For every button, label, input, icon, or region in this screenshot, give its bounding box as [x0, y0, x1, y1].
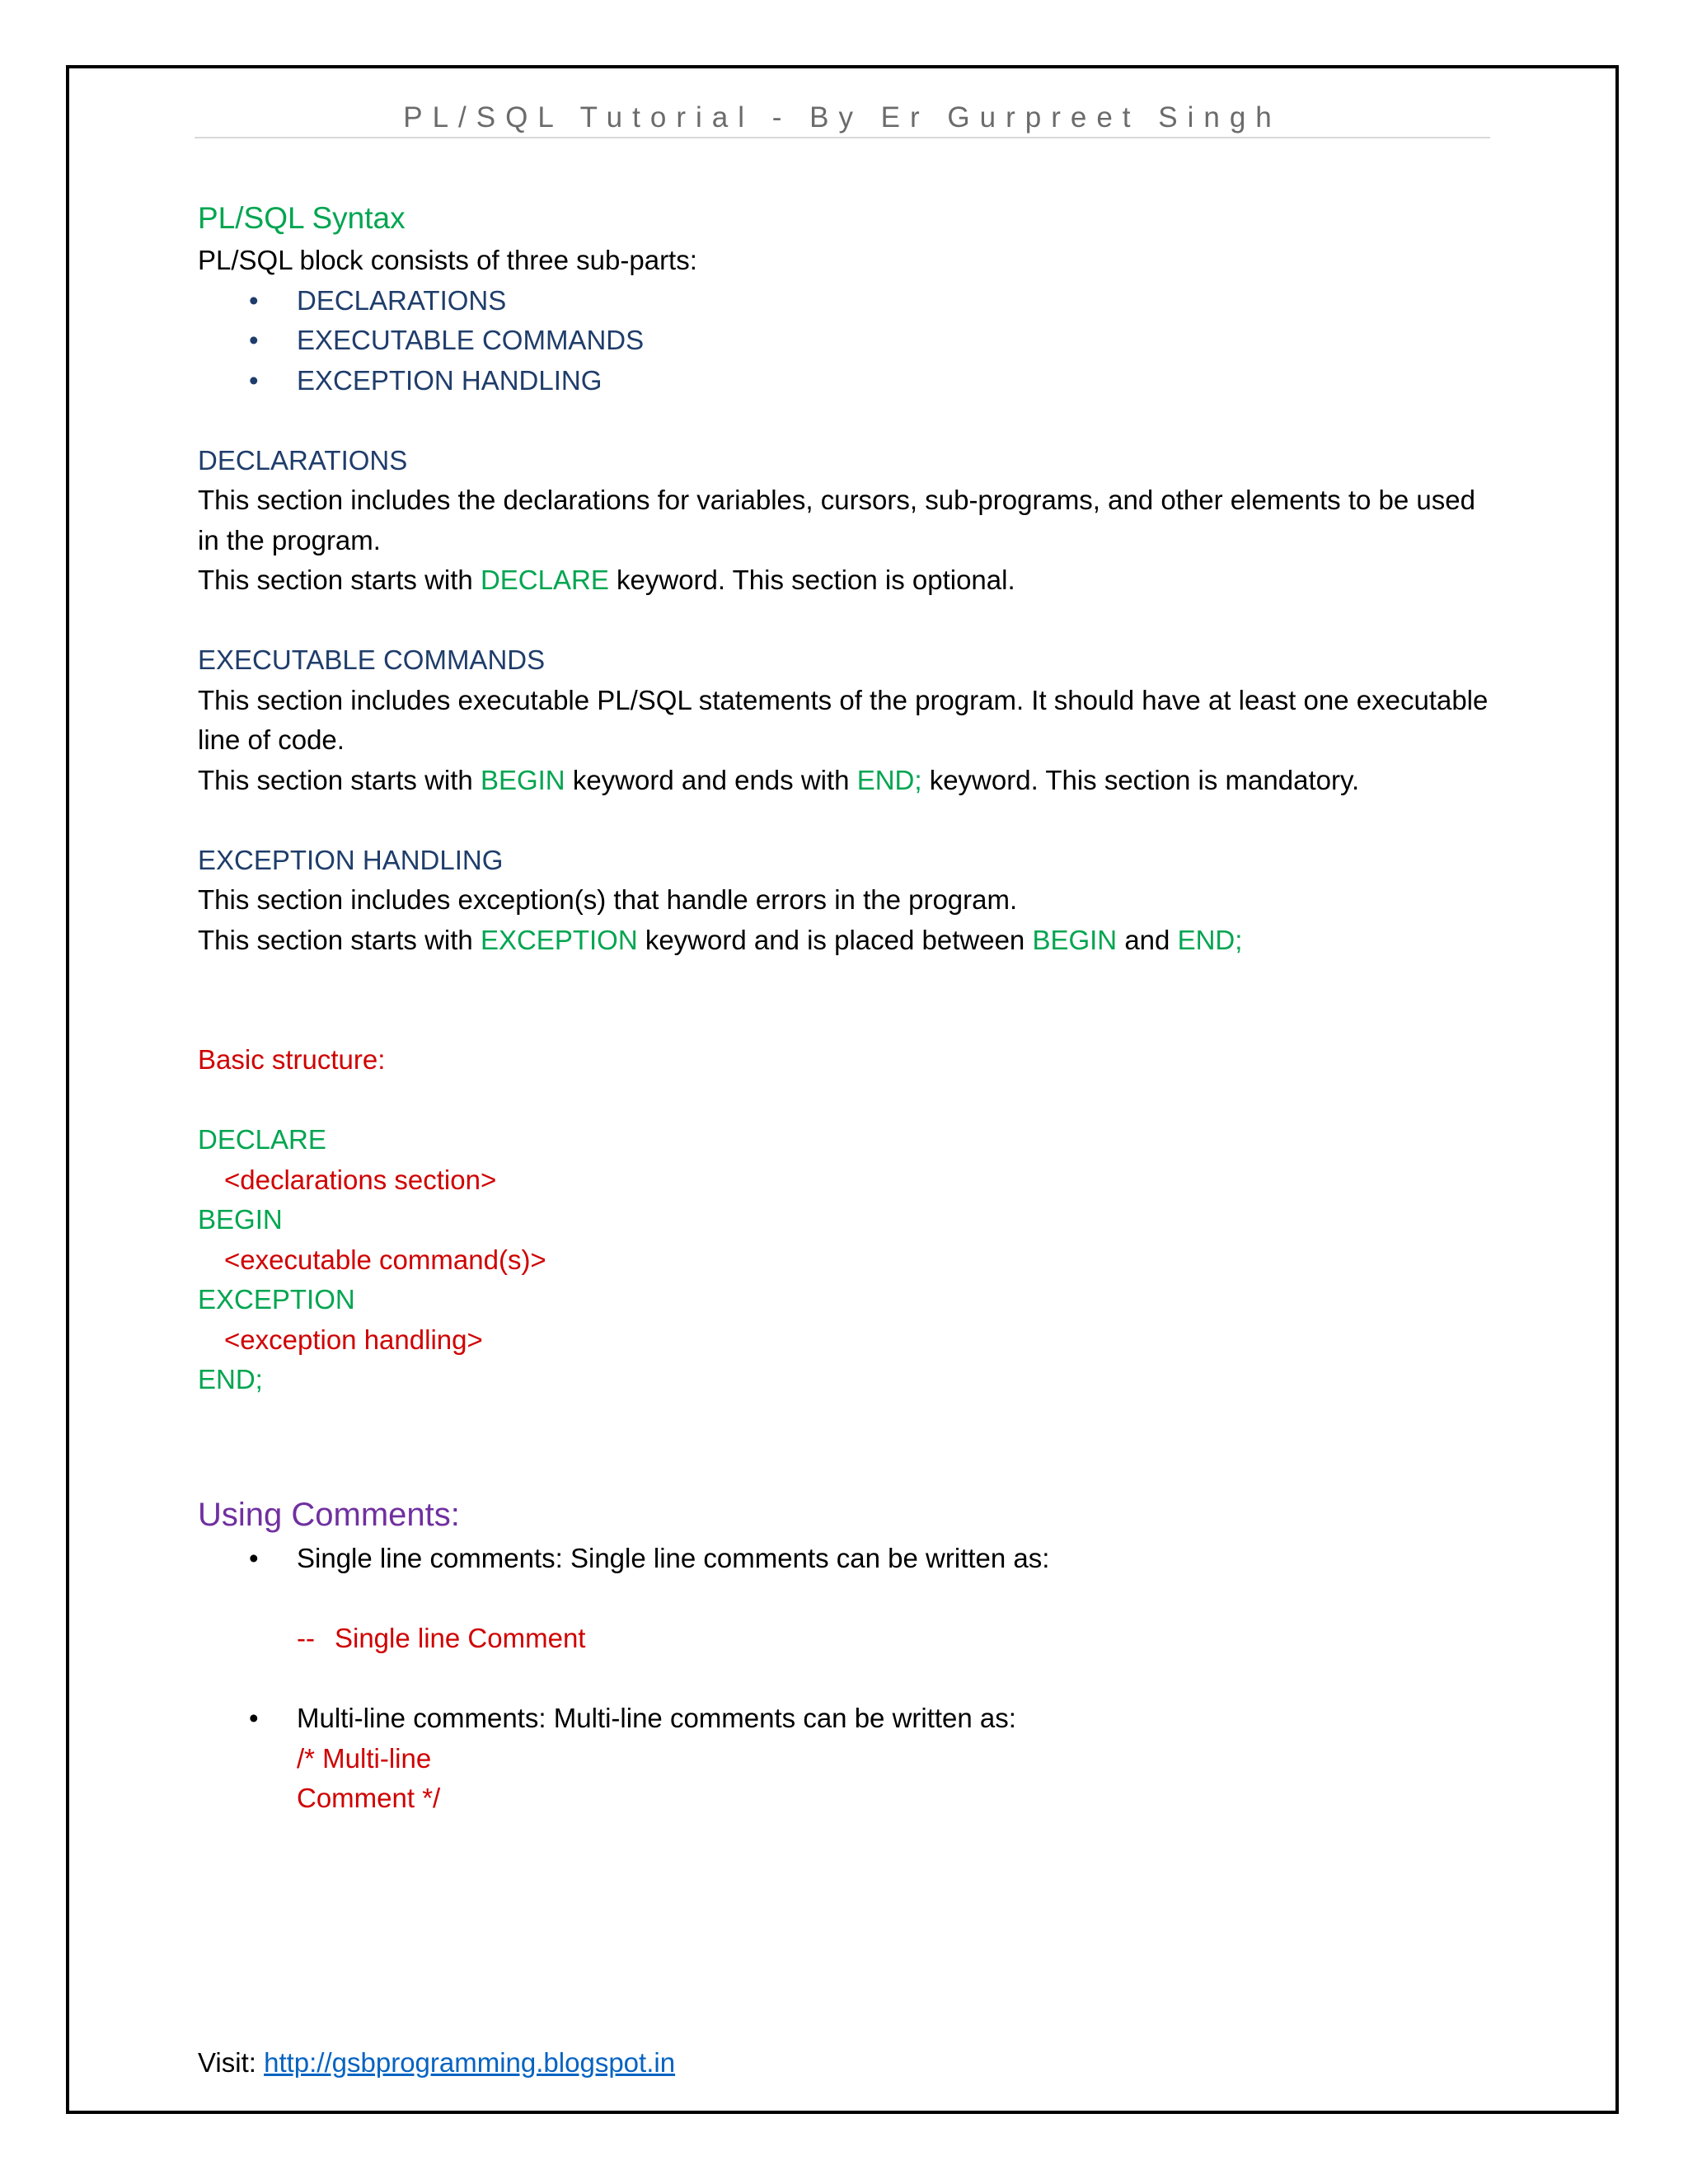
- footer-visit-label: Visit:: [198, 2047, 265, 2078]
- code-line-keyword: END;: [198, 1364, 263, 1394]
- syntax-parts-list: [198, 281, 1500, 401]
- multi-line-comment-line1: /* Multi-line: [297, 1742, 432, 1774]
- exception-keyword-line: [198, 921, 1500, 961]
- list-item: [198, 321, 1500, 361]
- footer-link[interactable]: http://gsbprogramming.blogspot.in: [264, 2047, 676, 2078]
- code-line-placeholder: <executable command(s)>: [224, 1244, 546, 1275]
- bullet-icon: •: [249, 364, 259, 396]
- bullet-icon: •: [249, 325, 259, 355]
- code-line-placeholder: <exception handling>: [224, 1324, 483, 1355]
- code-line-placeholder: <declarations section>: [224, 1164, 497, 1195]
- page-header-title: PL/SQL Tutorial - By Er Gurpreet Singh: [403, 101, 1282, 134]
- single-line-comment-example: [198, 1619, 1500, 1659]
- keyword-end: END;: [856, 764, 922, 795]
- text-fragment: This section starts with: [198, 764, 481, 795]
- text-fragment: This section starts with: [198, 924, 481, 955]
- code-line-keyword: EXCEPTION: [198, 1284, 355, 1315]
- code-line-keyword: BEGIN: [198, 1204, 283, 1235]
- document-body: [198, 196, 1500, 1819]
- list-item: [198, 281, 1500, 321]
- declarations-heading: DECLARATIONS: [198, 444, 408, 476]
- list-item: [198, 361, 1500, 401]
- structure-label: Basic structure:: [198, 1044, 386, 1075]
- comment-text: Single line Comment: [334, 1623, 586, 1653]
- text-fragment: This section starts with: [198, 565, 481, 595]
- text-fragment: keyword. This section is mandatory.: [921, 764, 1360, 795]
- bullet-icon: •: [249, 1543, 259, 1573]
- keyword-begin: BEGIN: [1032, 924, 1118, 955]
- comments-heading: Using Comments:: [198, 1497, 460, 1533]
- keyword-declare: DECLARE: [480, 565, 609, 595]
- executable-keyword-line: [198, 761, 1500, 801]
- text-fragment: keyword and is placed between: [637, 924, 1033, 955]
- code-line-keyword: DECLARE: [198, 1124, 326, 1155]
- keyword-end: END;: [1177, 924, 1243, 955]
- header-divider: [195, 137, 1490, 138]
- text-fragment: keyword. This section is optional.: [608, 565, 1015, 595]
- list-item-label: EXECUTABLE COMMANDS: [297, 325, 645, 355]
- bullet-icon: •: [249, 1703, 259, 1733]
- list-item-label: DECLARATIONS: [297, 284, 507, 316]
- executable-text: This section includes executable PL/SQL statements of the program. It should have at least one executable line of code.: [198, 684, 1489, 755]
- keyword-begin: BEGIN: [480, 764, 565, 795]
- exception-heading: EXCEPTION HANDLING: [198, 844, 504, 875]
- text-fragment: and: [1117, 924, 1178, 955]
- list-item-label: Multi-line comments: Multi-line comments can be written as:: [297, 1703, 1016, 1733]
- comments-list: [198, 1699, 1500, 1739]
- footer: [198, 2043, 675, 2083]
- multi-line-comment-line2: Comment */: [297, 1783, 441, 1813]
- declarations-keyword-line: [198, 560, 1500, 601]
- bullet-icon: •: [249, 284, 259, 316]
- comments-list: [198, 1539, 1500, 1579]
- declarations-text: This section includes the declarations for variables, cursors, sub-programs, and other elements to be used in the program.: [198, 485, 1475, 555]
- code-block: [198, 1120, 1500, 1400]
- comment-dash: --: [297, 1623, 315, 1653]
- list-item-label: Single line comments: Single line comments can be written as:: [297, 1543, 1050, 1573]
- keyword-exception: EXCEPTION: [480, 924, 638, 955]
- list-item: [198, 1699, 1500, 1739]
- text-fragment: keyword and ends with: [565, 764, 857, 795]
- exception-text: This section includes exception(s) that handle errors in the program.: [198, 884, 1018, 915]
- syntax-heading: PL/SQL Syntax: [198, 201, 406, 235]
- syntax-intro: PL/SQL block consists of three sub-parts:: [198, 245, 697, 275]
- list-item: [198, 1539, 1500, 1579]
- list-item-label: EXCEPTION HANDLING: [297, 364, 603, 396]
- executable-heading: EXECUTABLE COMMANDS: [198, 644, 546, 675]
